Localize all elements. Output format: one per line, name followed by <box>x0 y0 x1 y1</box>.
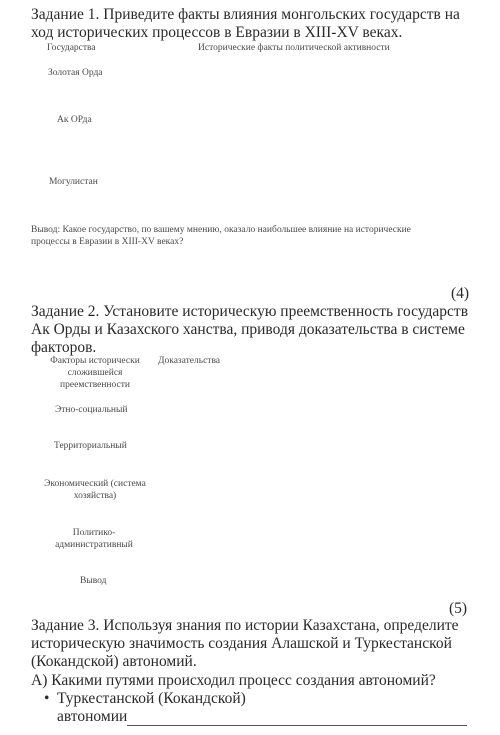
task2-title-line3: факторов. <box>31 339 97 356</box>
task2-row-economic-line1: Экономический (система <box>44 479 146 489</box>
task2-title-line1: Задание 2. Установите историческую преемственность государств <box>31 303 469 320</box>
task1-row-ak-horde: Ак ОРда <box>57 115 92 125</box>
task2-col-factors-line2: сложившейся <box>67 368 123 378</box>
task3-bullet-line2 <box>57 708 467 726</box>
task3-title-line1: Задание 3. Используя знания по истории Казахстана, определите <box>31 617 459 634</box>
task3-title-line3: (Кокандской) автономий. <box>31 653 197 670</box>
task2-row-political-line2: административный <box>55 540 133 550</box>
task1-conclusion-line1: Вывод: Какое государство, по вашему мнению, оказало наибольшее влияние на исторические <box>31 225 411 235</box>
task2-row-economic-line2: хозяйства) <box>73 491 117 501</box>
task2-col-factors <box>40 355 150 391</box>
task2-title-line2: Ак Орды и Казахского ханства, приводя доказательства в системе <box>31 321 465 338</box>
task1-title-line1: Задание 1. Приведите факты влияния монгольских государств на <box>31 6 460 23</box>
task3-question-a: А) Какими путями происходил процесс создания автономий? <box>31 672 436 689</box>
task3-title-line2: историческую значимость создания Алашской и Туркестанской <box>31 635 452 652</box>
task1-col-states: Государства <box>47 43 96 53</box>
task2-row-political <box>40 527 148 551</box>
task1-row-golden-horde: Золотая Орда <box>48 68 103 78</box>
task3-bullet-line1: Туркестанской (Кокандской) <box>57 690 246 707</box>
task2-row-territorial: Территориальный <box>54 441 127 451</box>
task3-bullet-line2-text: автономии <box>57 708 128 725</box>
task2-col-factors-line1: Факторы исторически <box>50 356 140 366</box>
task2-row-economic <box>30 478 160 502</box>
task2-col-evidence: Доказательства <box>158 356 221 366</box>
task1-row-moghulistan: Могулистан <box>49 177 98 187</box>
task2-col-factors-line3: преемственности <box>60 380 130 390</box>
task3-bullet-icon: • <box>44 690 50 707</box>
task1-points: (4) <box>451 285 470 302</box>
task2-row-ethno: Этно-социальный <box>55 405 128 415</box>
answer-blank-line <box>127 711 467 726</box>
task1-col-facts: Исторические факты политической активности <box>198 43 390 53</box>
task2-row-conclusion: Вывод <box>80 576 107 586</box>
task2-row-political-line1: Политико- <box>72 528 116 538</box>
task1-title-line2: ход исторических процессов в Евразии в XIII-XV веках. <box>31 24 403 41</box>
task2-points: (5) <box>449 600 468 617</box>
task1-conclusion-line2: процессы в Евразии в XIII-XV веках? <box>31 237 184 247</box>
